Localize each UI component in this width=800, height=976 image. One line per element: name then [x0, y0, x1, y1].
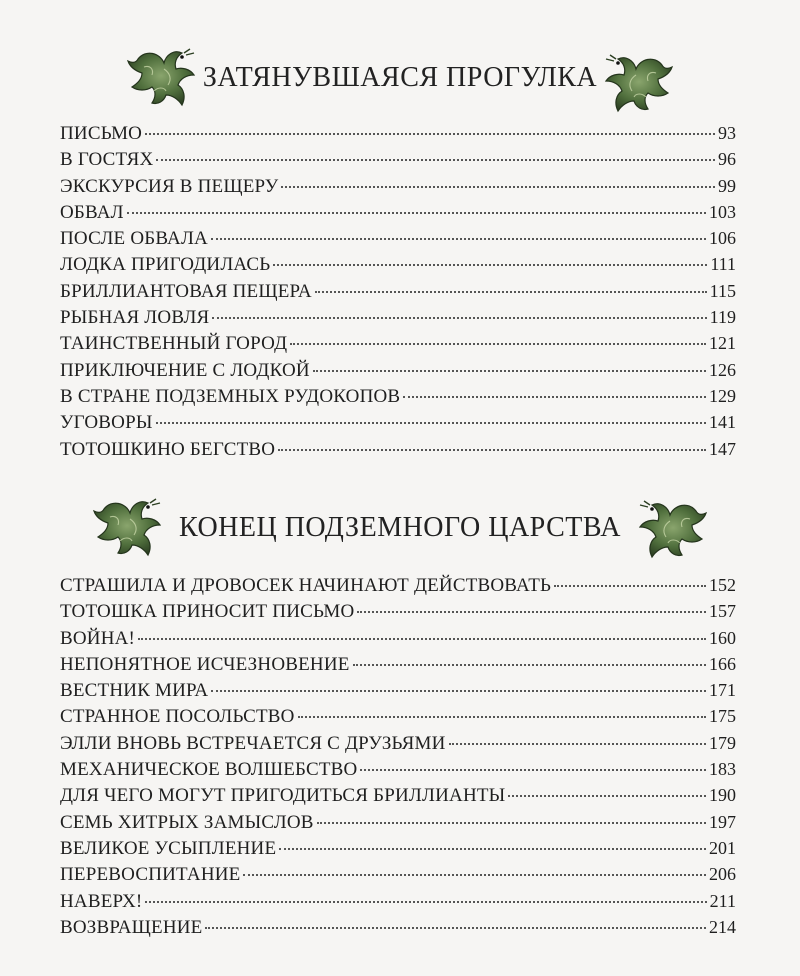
dragon-icon [602, 53, 676, 115]
page-number: 179 [709, 732, 736, 753]
toc-entry [60, 251, 736, 277]
section-title: ЗАТЯНУВШАЯСЯ ПРОГУЛКА [202, 62, 598, 93]
page-number: 160 [709, 627, 736, 648]
dot-leader [145, 133, 715, 135]
toc-entry [60, 199, 736, 225]
page-number: 166 [709, 653, 736, 674]
toc-entry [60, 572, 736, 598]
page-number: 115 [709, 280, 736, 301]
chapter-title: В СТРАНЕ ПОДЗЕМНЫХ РУДОКОПОВ [60, 385, 401, 407]
page-number: 206 [709, 864, 736, 885]
toc-entry [60, 782, 736, 808]
dot-leader [360, 769, 706, 771]
page-number: 175 [709, 706, 736, 727]
dot-leader [205, 927, 706, 929]
page-number: 129 [709, 385, 736, 406]
section-header-1 [0, 45, 800, 115]
page-number: 121 [709, 333, 736, 354]
page-number: 190 [709, 785, 736, 806]
chapter-title: ДЛЯ ЧЕГО МОГУТ ПРИГОДИТЬСЯ БРИЛЛИАНТЫ [60, 785, 506, 807]
toc-entry [60, 677, 736, 703]
page-number: 96 [718, 149, 736, 170]
toc-entry [60, 357, 736, 383]
toc-entry [60, 809, 736, 835]
dot-leader [212, 317, 706, 319]
toc-entry [60, 436, 736, 462]
toc-entry [60, 703, 736, 729]
dot-leader [243, 874, 706, 876]
dot-leader [315, 291, 707, 293]
section-title: КОНЕЦ ПОДЗЕМНОГО ЦАРСТВА [178, 512, 622, 543]
dot-leader [290, 343, 706, 345]
dot-leader [145, 901, 706, 903]
toc-entry [60, 756, 736, 782]
page-number: 93 [718, 123, 736, 143]
dot-leader [357, 611, 706, 613]
toc-list [60, 120, 736, 462]
chapter-title: ВЕСТНИК МИРА [60, 680, 209, 702]
toc-entry [60, 304, 736, 330]
chapter-title: ТОТОШКИНО БЕГСТВО [60, 438, 276, 460]
chapter-title: ПИСЬМО [60, 123, 143, 144]
page-number: 214 [709, 916, 736, 937]
chapter-title: НАВЕРХ! [60, 890, 143, 912]
page-number: 147 [709, 438, 736, 459]
chapter-title: В ГОСТЯХ [60, 149, 154, 171]
chapter-title: ПЕРЕВОСПИТАНИЕ [60, 864, 241, 886]
dot-leader [449, 743, 706, 745]
toc-entry [60, 835, 736, 861]
toc-entry [60, 330, 736, 356]
chapter-title: СЕМЬ ХИТРЫХ ЗАМЫСЛОВ [60, 811, 314, 833]
dot-leader [317, 822, 706, 824]
dot-leader [156, 422, 706, 424]
chapter-title: ВОЙНА! [60, 627, 136, 649]
toc-entry [60, 914, 736, 940]
chapter-title: МЕХАНИЧЕСКОЕ ВОЛШЕБСТВО [60, 759, 358, 781]
toc-entry [60, 278, 736, 304]
dot-leader [156, 159, 715, 161]
dot-leader [127, 212, 706, 214]
page-number: 152 [709, 575, 736, 595]
page-number: 157 [709, 601, 736, 622]
toc-entry [60, 625, 736, 651]
chapter-title: ТАИНСТВЕННЫЙ ГОРОД [60, 333, 288, 355]
chapter-title: ЭКСКУРСИЯ В ПЕЩЕРУ [60, 175, 279, 197]
dot-leader [211, 690, 706, 692]
dot-leader [403, 396, 706, 398]
dot-leader [281, 186, 715, 188]
toc-entry [60, 225, 736, 251]
dot-leader [273, 264, 707, 266]
toc-list [60, 572, 736, 940]
page-number: 183 [709, 759, 736, 780]
chapter-title: ЭЛЛИ ВНОВЬ ВСТРЕЧАЕТСЯ С ДРУЗЬЯМИ [60, 732, 446, 754]
page-number: 197 [709, 811, 736, 832]
dot-leader [508, 795, 706, 797]
toc-entry [60, 861, 736, 887]
page-number: 103 [709, 201, 736, 222]
toc-entry [60, 598, 736, 624]
chapter-title: СТРАШИЛА И ДРОВОСЕК НАЧИНАЮТ ДЕЙСТВОВАТЬ [60, 575, 552, 596]
dot-leader [278, 449, 706, 451]
page-number: 126 [709, 359, 736, 380]
page-number: 171 [709, 680, 736, 701]
chapter-title: ТОТОШКА ПРИНОСИТ ПИСЬМО [60, 601, 355, 623]
chapter-title: РЫБНАЯ ЛОВЛЯ [60, 307, 210, 329]
chapter-title: ВЕЛИКОЕ УСЫПЛЕНИЕ [60, 837, 277, 859]
chapter-title: ВОЗВРАЩЕНИЕ [60, 916, 203, 938]
toc-entry [60, 651, 736, 677]
dot-leader [554, 585, 706, 587]
chapter-title: БРИЛЛИАНТОВАЯ ПЕЩЕРА [60, 280, 312, 302]
toc-entry [60, 383, 736, 409]
dot-leader [313, 370, 706, 372]
dot-leader [138, 638, 706, 640]
toc-entry [60, 730, 736, 756]
toc-entry [60, 888, 736, 914]
page-number: 106 [709, 228, 736, 249]
page-number: 111 [710, 254, 736, 275]
dot-leader [211, 238, 706, 240]
chapter-title: НЕПОНЯТНОЕ ИСЧЕЗНОВЕНИЕ [60, 653, 350, 675]
chapter-title: ПРИКЛЮЧЕНИЕ С ЛОДКОЙ [60, 359, 310, 381]
page-number: 119 [709, 307, 736, 328]
chapter-title: СТРАННОЕ ПОСОЛЬСТВО [60, 706, 295, 728]
section-header-2 [0, 493, 800, 563]
page-number: 141 [709, 412, 736, 433]
dot-leader [353, 664, 706, 666]
chapter-title: УГОВОРЫ [60, 412, 153, 434]
toc-entry [60, 146, 736, 172]
chapter-title: ОБВАЛ [60, 201, 124, 223]
chapter-title: ПОСЛЕ ОБВАЛА [60, 228, 208, 250]
dragon-icon [636, 499, 710, 561]
chapter-title: ЛОДКА ПРИГОДИЛАСЬ [60, 254, 271, 276]
page-number: 201 [709, 837, 736, 858]
toc-entry [60, 173, 736, 199]
toc-entry [60, 409, 736, 435]
dot-leader [298, 716, 706, 718]
page-number: 99 [718, 175, 736, 196]
page-number: 211 [709, 890, 736, 911]
toc-entry [60, 120, 736, 146]
dot-leader [279, 848, 706, 850]
